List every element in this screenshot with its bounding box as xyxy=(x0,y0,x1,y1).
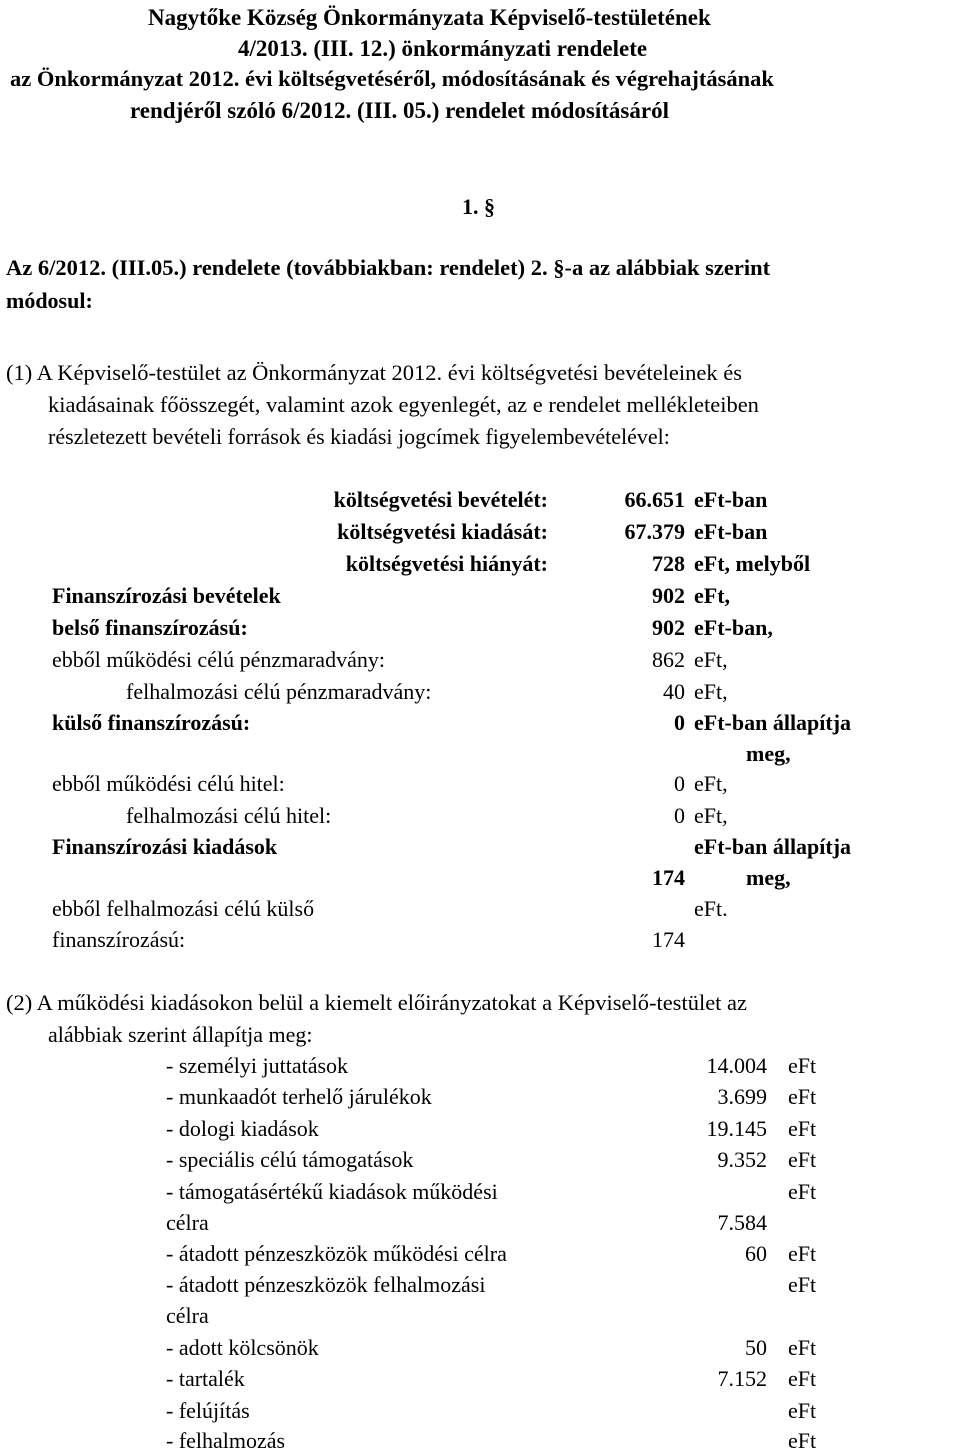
external-unit: eFt-ban állapítja xyxy=(694,710,852,735)
cap-loan-unit: eFt, xyxy=(694,803,728,828)
external-value: 0 xyxy=(674,710,685,735)
appropriation-value: 7.584 xyxy=(717,1210,767,1235)
appropriation-label: - átadott pénzeszközök működési célra xyxy=(166,1241,507,1266)
op-surplus-value: 862 xyxy=(652,647,685,672)
op-loan-label: ebből működési célú hitel: xyxy=(52,771,285,796)
appropriation-value: 19.145 xyxy=(706,1116,767,1141)
op-surplus-unit: eFt, xyxy=(694,647,728,672)
para2-line-1: (2) A működési kiadásokon belül a kiemelt előirányzatokat a Képviselő-testület az xyxy=(6,990,748,1015)
op-surplus-label: ebből működési célú pénzmaradvány: xyxy=(52,647,385,672)
deficit-label: költségvetési hiányát: xyxy=(345,551,548,576)
op-loan-value: 0 xyxy=(674,771,685,796)
op-loan-unit: eFt, xyxy=(694,771,728,796)
appropriation-unit: eFt xyxy=(788,1428,817,1453)
appropriation-label: - felhalmozás xyxy=(166,1428,286,1453)
fin-expense-label: Finanszírozási kiadások xyxy=(52,834,278,859)
appropriation-label: - munkaadót terhelő járulékok xyxy=(166,1084,432,1109)
internal-value: 902 xyxy=(652,615,685,640)
section-intro-line-2: módosul: xyxy=(6,288,93,313)
revenue-unit: eFt-ban xyxy=(694,487,768,512)
expense-unit: eFt-ban xyxy=(694,519,768,544)
appropriation-value: 7.152 xyxy=(717,1366,767,1391)
cap-loan-label: felhalmozási célú hitel: xyxy=(126,803,332,828)
cap-surplus-label: felhalmozási célú pénzmaradvány: xyxy=(126,679,432,704)
para1-line-3: részletezett bevételi források és kiadási jogcímek figyelembevételével: xyxy=(48,424,670,449)
appropriation-label: - átadott pénzeszközök felhalmozási xyxy=(166,1272,486,1297)
cap-loan-value: 0 xyxy=(674,803,685,828)
deficit-unit: eFt, melyből xyxy=(694,551,811,576)
expense-value: 67.379 xyxy=(624,519,685,544)
appropriation-unit: eFt xyxy=(788,1053,817,1078)
appropriation-unit: eFt xyxy=(788,1272,817,1297)
ext-cap-value: 174 xyxy=(652,927,685,952)
appropriation-value: 50 xyxy=(745,1335,767,1360)
appropriation-unit: eFt xyxy=(788,1147,817,1172)
appropriation-label: - felújítás xyxy=(166,1398,250,1423)
title-line-4: rendjéről szóló 6/2012. (III. 05.) rendelet módosításáról xyxy=(130,98,669,123)
appropriation-label: célra xyxy=(166,1303,209,1328)
ext-cap-label-1: ebből felhalmozási célú külső xyxy=(52,896,315,921)
appropriation-value: 3.699 xyxy=(717,1084,767,1109)
fin-expense-unit: eFt-ban állapítja xyxy=(694,834,852,859)
appropriation-unit: eFt xyxy=(788,1366,817,1391)
title-line-3: az Önkormányzat 2012. évi költségvetéséről, módosításának és végrehajtásának xyxy=(10,66,774,91)
para2-line-2: alábbiak szerint állapítja meg: xyxy=(48,1022,313,1047)
external-unit-cont: meg, xyxy=(746,741,791,766)
appropriation-unit: eFt xyxy=(788,1335,817,1360)
internal-label: belső finanszírozású: xyxy=(52,615,248,640)
fin-expense-unit-cont: meg, xyxy=(746,865,791,890)
cap-surplus-unit: eFt, xyxy=(694,679,728,704)
title-line-2: 4/2013. (III. 12.) önkormányzati rendelete xyxy=(238,36,648,61)
appropriation-value: 60 xyxy=(745,1241,767,1266)
appropriation-unit: eFt xyxy=(788,1398,817,1423)
internal-unit: eFt-ban, xyxy=(694,615,773,640)
appropriation-unit: eFt xyxy=(788,1241,817,1266)
section-number: 1. § xyxy=(462,194,495,219)
para1-line-2: kiadásainak főösszegét, valamint azok egyenlegét, az e rendelet mellékleteiben xyxy=(48,392,759,417)
revenue-value: 66.651 xyxy=(624,487,685,512)
appropriation-value: 9.352 xyxy=(717,1147,767,1172)
ext-cap-unit: eFt. xyxy=(694,896,728,921)
fin-revenue-label: Finanszírozási bevételek xyxy=(52,583,281,608)
para1-line-1: (1) A Képviselő-testület az Önkormányzat 2012. évi költségvetési bevételeinek és xyxy=(6,360,743,385)
ext-cap-label-2: finanszírozású: xyxy=(52,927,186,952)
revenue-label: költségvetési bevételét: xyxy=(333,487,548,512)
appropriation-label: célra xyxy=(166,1210,209,1235)
expense-label: költségvetési kiadását: xyxy=(337,519,548,544)
appropriation-unit: eFt xyxy=(788,1116,817,1141)
appropriation-label: - támogatásértékű kiadások működési xyxy=(166,1179,498,1204)
appropriation-value: 14.004 xyxy=(706,1053,767,1078)
appropriation-unit: eFt xyxy=(788,1179,817,1204)
appropriation-label: - adott kölcsönök xyxy=(166,1335,319,1360)
appropriation-unit: eFt xyxy=(788,1084,817,1109)
title-line-1: Nagytőke Község Önkormányzata Képviselő-testületének xyxy=(148,5,711,30)
fin-revenue-value: 902 xyxy=(652,583,685,608)
appropriation-label: - speciális célú támogatások xyxy=(166,1147,414,1172)
external-label: külső finanszírozású: xyxy=(52,710,251,735)
deficit-value: 728 xyxy=(652,551,685,576)
section-intro-line-1: Az 6/2012. (III.05.) rendelete (továbbiakban: rendelet) 2. §-a az alábbiak szerint xyxy=(6,255,771,280)
fin-expense-value: 174 xyxy=(652,865,685,890)
fin-revenue-unit: eFt, xyxy=(694,583,731,608)
appropriation-label: - személyi juttatások xyxy=(166,1053,349,1078)
appropriation-label: - dologi kiadások xyxy=(166,1116,319,1141)
cap-surplus-value: 40 xyxy=(663,679,685,704)
appropriation-label: - tartalék xyxy=(166,1366,245,1391)
